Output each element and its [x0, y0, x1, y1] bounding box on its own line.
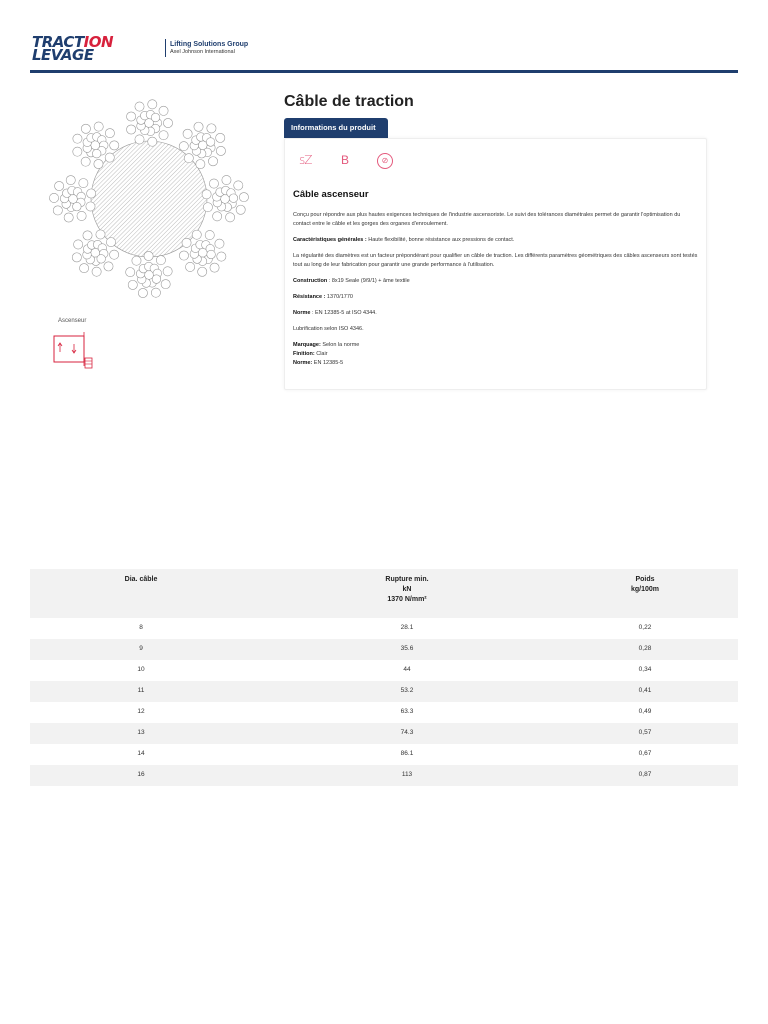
strand — [127, 100, 173, 147]
strand — [126, 251, 173, 297]
no-rotation-icon: ⊘ — [377, 153, 393, 169]
group-name: Lifting Solutions Group — [170, 41, 249, 48]
product-heading: Câble ascenseur — [293, 189, 369, 200]
application-label: Ascenseur — [58, 318, 87, 324]
site-header — [30, 33, 738, 73]
col-header-poids: Poids kg/100m — [630, 576, 660, 593]
group-subtitle: Axel Johnson International — [170, 49, 235, 55]
logo-text-2: LEVAGE — [32, 46, 94, 64]
logo-text-1: TRACT — [32, 33, 84, 51]
table-body — [30, 618, 738, 786]
table-row: 10 44 0,34 — [137, 666, 652, 673]
norme-2: Norme: EN 12385-5 — [293, 360, 344, 366]
marquage: Marquage: Selon la norme — [293, 342, 360, 348]
strand — [49, 176, 95, 223]
table-row: 9 35.6 0,28 — [30, 639, 738, 660]
logo-divider — [165, 39, 166, 57]
product-description — [293, 211, 699, 368]
finish-symbol: B — [341, 153, 350, 167]
elevator-icon — [52, 330, 96, 370]
page-title: Câble de traction — [284, 93, 414, 110]
finition: Finition: Clair — [293, 351, 328, 357]
general-characteristics: Caractéristiques générales : Haute flexibilité, bonne résistance aux pressions de contact. — [293, 237, 515, 243]
norme: Norme : EN 12385-5 at ISO 4344. — [293, 310, 377, 316]
product-symbols — [299, 153, 419, 171]
logo-text-accent: ION — [83, 33, 114, 51]
strand — [179, 122, 225, 169]
cable-cross-section-image — [38, 88, 260, 310]
product-info-panel — [284, 138, 707, 390]
table-header — [30, 569, 738, 618]
regularity-text: La régularité des diamètres est un facteur prépondérant pour qualifier un câble de traction. Les différents paramètres géométriques des câbles ascenseurs sont testés tout au long de leur fabrication pour garantir une grande performance à l'utilisation. — [293, 253, 698, 268]
resistance: Résistance : 1370/1770 — [293, 294, 353, 300]
table-row: 12 63.3 0,49 — [137, 708, 652, 715]
strand — [73, 122, 119, 169]
lay-direction-symbol: sZ — [299, 153, 312, 167]
company-logo[interactable] — [30, 35, 158, 63]
table-row: 11 53.2 0,41 — [30, 681, 738, 702]
tab-product-info[interactable]: Informations du produit — [284, 118, 388, 138]
table-row: 16 113 0,87 — [30, 765, 738, 786]
col-header-rupture: Rupture min. kN 1370 N/mm² — [385, 576, 429, 603]
table-row: 8 28.1 0,22 — [139, 624, 652, 631]
table-row: 13 74.3 0,57 — [30, 723, 738, 744]
table-row: 14 86.1 0,67 — [137, 750, 652, 757]
construction: Construction : 8x19 Seale (9/9/1) + âme textile — [293, 278, 410, 284]
strand — [202, 175, 249, 221]
specs-table — [30, 569, 738, 786]
col-header-dia: Dia. câble — [124, 576, 158, 583]
intro-text: Conçu pour répondre aux plus hautes exigences techniques de l'industrie ascensoriste. Le suivi des tolérances diamétrales permet de garantir l'optimisation du contact entre le câble et les gorges des organes d'enroulement. — [293, 212, 681, 227]
lubrification: Lubrification selon ISO 4346. — [293, 326, 364, 332]
